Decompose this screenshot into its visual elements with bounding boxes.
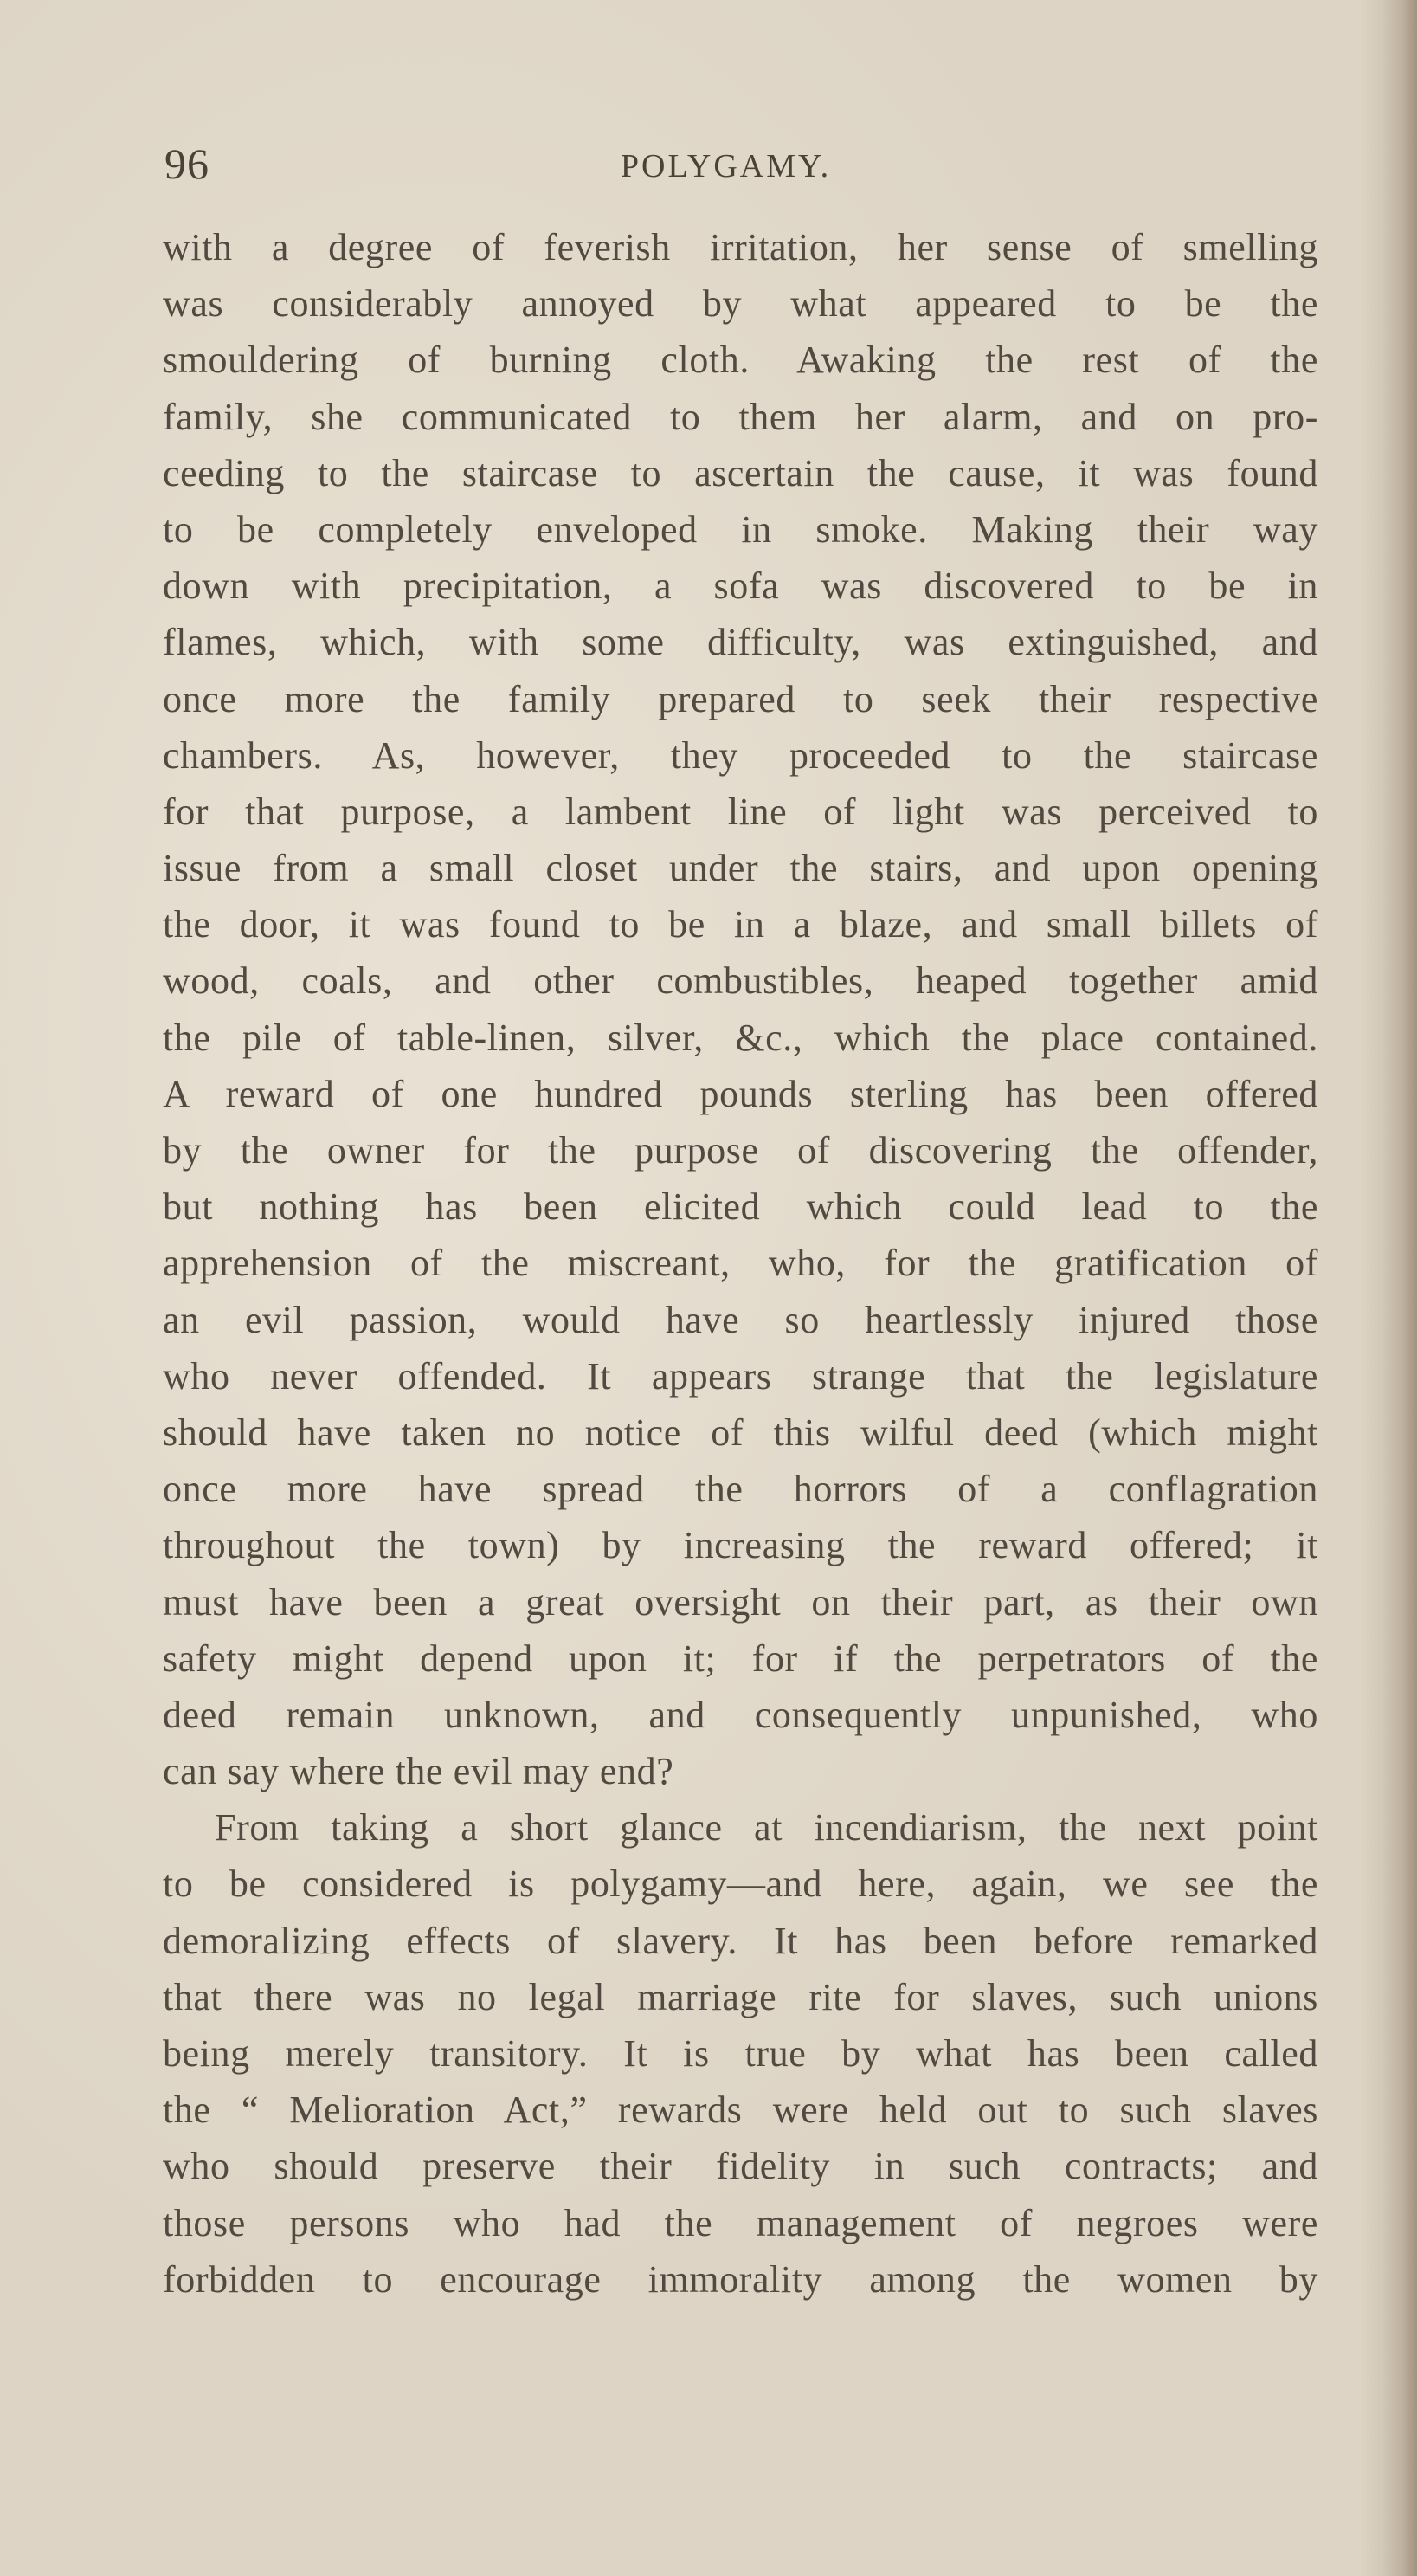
text-line: issue from a small closet under the stairs, and upon opening <box>163 847 1318 890</box>
text-line: must have been a great oversight on their part, as their own <box>163 1580 1318 1624</box>
text-line: but nothing has been elicited which could lead to the <box>163 1185 1318 1229</box>
page-header <box>0 139 1417 199</box>
text-line: to be completely enveloped in smoke. Making their way <box>163 507 1318 551</box>
text-line: being merely transitory. It is true by what has been called <box>163 2032 1318 2075</box>
text-line: demoralizing effects of slavery. It has been before remarked <box>163 1919 1318 1962</box>
body-text <box>163 219 1318 2308</box>
text-line: those persons who had the management of negroes were <box>163 2201 1318 2244</box>
text-line: for that purpose, a lambent line of light was perceived to <box>163 790 1318 833</box>
text-line: should have taken no notice of this wilful deed (which might <box>163 1411 1318 1454</box>
text-line: flames, which, with some difficulty, was extinguished, and <box>163 621 1318 664</box>
page-number: 96 <box>164 139 209 188</box>
paragraph-end-line: can say where the evil may end? <box>163 1750 674 1793</box>
paragraph-start-line: From taking a short glance at incendiarism, the next point <box>215 1806 1318 1850</box>
text-line: by the owner for the purpose of discovering the offender, <box>163 1129 1318 1172</box>
text-line: that there was no legal marriage rite for slaves, such unions <box>163 1975 1318 2018</box>
text-line: who should preserve their fidelity in such contracts; and <box>163 2145 1318 2188</box>
text-line: an evil passion, would have so heartlessly injured those <box>163 1298 1318 1341</box>
text-line: chambers. As, however, they proceeded to the staircase <box>163 733 1318 777</box>
text-line: once more the family prepared to seek their respective <box>163 677 1318 720</box>
text-line: down with precipitation, a sofa was discovered to be in <box>163 565 1318 608</box>
text-line: throughout the town) by increasing the reward offered; it <box>163 1524 1318 1567</box>
text-line: the door, it was found to be in a blaze, and small billets of <box>163 903 1318 946</box>
text-line: deed remain unknown, and consequently unpunished, who <box>163 1693 1318 1736</box>
text-line: ceeding to the staircase to ascertain the cause, it was found <box>163 451 1318 494</box>
text-line: with a degree of feverish irritation, her sense of smelling <box>163 226 1318 268</box>
text-line: once more have spread the horrors of a conflagration <box>163 1468 1318 1511</box>
text-line: safety might depend upon it; for if the perpetrators of the <box>163 1637 1318 1680</box>
text-line: family, she communicated to them her alarm, and on pro- <box>163 395 1318 438</box>
text-line: the pile of table-linen, silver, &c., which the place contained. <box>163 1016 1318 1059</box>
text-line: smouldering of burning cloth. Awaking the rest of the <box>163 339 1318 382</box>
text-line: who never offended. It appears strange that the legislature <box>163 1354 1318 1398</box>
text-line: to be considered is polygamy—and here, again, we see the <box>163 1863 1318 1906</box>
text-line: forbidden to encourage immorality among the women by <box>163 2257 1318 2301</box>
bottom-margin <box>0 2338 1417 2576</box>
text-line: wood, coals, and other combustibles, heaped together amid <box>163 959 1318 1003</box>
text-line: A reward of one hundred pounds sterling has been offered <box>163 1072 1318 1115</box>
running-head: POLYGAMY. <box>620 148 832 184</box>
text-line: was considerably annoyed by what appeared to be the <box>163 282 1318 326</box>
text-line: the “ Melioration Act,” rewards were held out to such slaves <box>163 2089 1318 2132</box>
text-line: apprehension of the miscreant, who, for the gratification of <box>163 1242 1318 1285</box>
page-edge-shadow <box>1382 0 1417 2576</box>
